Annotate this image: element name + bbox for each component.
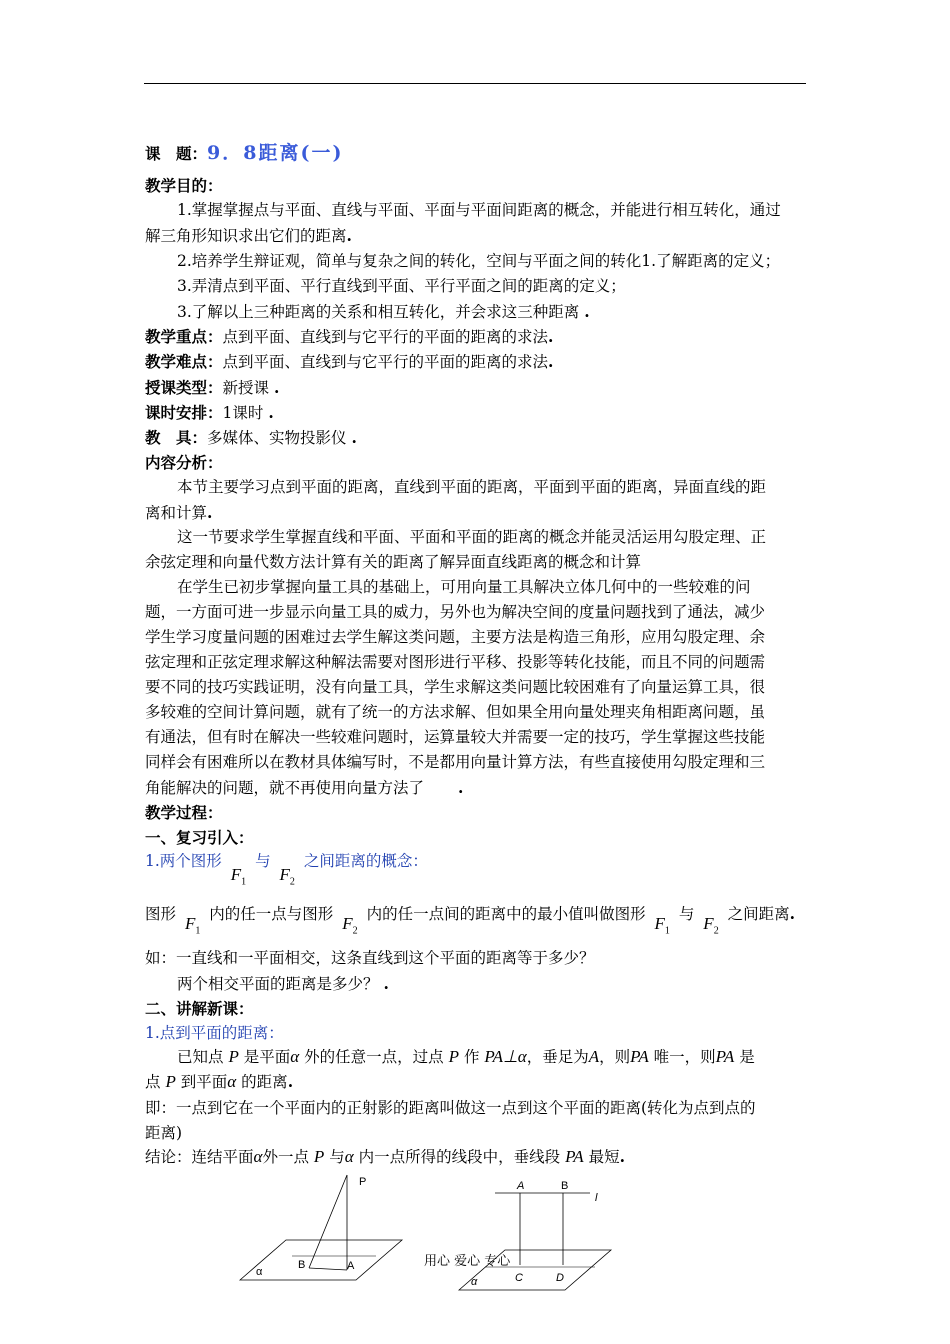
- goal-4: 3.了解以上三种距离的关系和相互转化，并会求这三种距离 .: [177, 302, 590, 321]
- explanation-2: 距离): [145, 1124, 183, 1142]
- conclusion: 结论：连结平面α外一点 P 与α 内一点所得的线段中，垂线段 PA 最短.: [145, 1147, 626, 1166]
- header-rule: [144, 83, 806, 84]
- analysis-p3c: 学生学习度量问题的困难过去学生解这类问题，主要方法是构造三角形，应用勾股定理、余: [145, 628, 766, 646]
- goal-2: 2.培养学生辩证观，简单与复杂之间的转化，空间与平面之间的转化1.了解距离的定义；: [177, 252, 781, 270]
- tools: 教 具：多媒体、实物投影仪 .: [145, 428, 357, 447]
- goal-1a: 1.掌握掌握点与平面、直线与平面、平面与平面间距离的概念，并能进行相互转化，通过: [177, 201, 781, 219]
- label-A: A: [347, 1260, 355, 1272]
- analysis-p3b: 题，一方面可进一步显示向量工具的威力，另外也为解决空间的度量问题找到了通法，减少: [145, 603, 766, 621]
- analysis-p1b: 离和计算.: [145, 503, 213, 522]
- goals-heading: 教学目的：: [145, 176, 223, 195]
- difficulty: 教学难点：点到平面、直线到与它平行的平面的距离的求法.: [145, 352, 554, 371]
- label-B2: B: [561, 1180, 569, 1192]
- analysis-p3a: 在学生已初步掌握向量工具的基础上，可用向量工具解决立体几何中的一些较难的问: [177, 578, 751, 596]
- label-D: D: [556, 1272, 564, 1284]
- plane-alpha: [240, 1240, 402, 1280]
- question-1: 如：一直线和一平面相交，这条直线到这个平面的距离等于多少？: [145, 949, 595, 967]
- new-lesson-item-1: 1.点到平面的距离：: [145, 1024, 284, 1042]
- label-A2: A: [517, 1180, 525, 1192]
- title: [145, 144, 343, 163]
- analysis-p3h: 同样会有困难所以在教材具体编写时，不是都用向量计算方法，有些直接使用勾股定理和三: [145, 753, 766, 771]
- analysis-p1a: 本节主要学习点到平面的距离，直线到平面的距离，平面到平面的距离，异面直线的距: [177, 478, 767, 496]
- hours: 课时安排：1课时 .: [145, 403, 274, 422]
- new-lesson-heading: 二、讲解新课：: [145, 999, 254, 1018]
- question-2: 两个相交平面的距离是多少？ .: [177, 974, 389, 993]
- label-P: P: [359, 1176, 367, 1188]
- goal-1b: 解三角形知识求出它们的距离.: [145, 226, 352, 245]
- analysis-heading: 内容分析：: [145, 453, 223, 472]
- label-C: C: [515, 1272, 523, 1284]
- figure-point-plane: [236, 1170, 406, 1285]
- title-label: 课 题：: [145, 144, 208, 163]
- label-alpha: α: [256, 1266, 263, 1278]
- review-heading: 一、复习引入：: [145, 828, 254, 847]
- label-l: l: [595, 1192, 598, 1204]
- figure-line-plane: [455, 1175, 615, 1295]
- point-plane-statement: 已知点 P 是平面α 外的任意一点，过点 P 作 PA⊥α，垂足为A，则PA 唯一，则PA 是: [177, 1047, 755, 1066]
- point-plane-statement-2: 点 P 到平面α 的距离.: [145, 1072, 294, 1091]
- title-value: 9．8距离(一): [207, 142, 344, 164]
- analysis-p3e: 要不同的技巧实践证明，没有向量工具，学生求解这类问题比较困难有了向量运算工具，很: [145, 678, 766, 696]
- analysis-p3d: 弦定理和正弦定理求解这种解法需要对图形进行平移、投影等转化技能，而且不同的问题需: [145, 653, 766, 671]
- goal-3: 3.弄清点到平面、平行直线到平面、平行平面之间的距离的定义；: [177, 277, 626, 295]
- explanation-1: 即：一点到它在一个平面内的正射影的距离叫做这一点到这个平面的距离(转化为点到点的: [145, 1099, 756, 1117]
- analysis-p3i: 角能解决的问题，就不再使用向量方法了 .: [145, 778, 464, 797]
- distance-definition: 图形 $F_1$ 内的任一点与图形 $F_2$ 内的任一点间的距离中的最小值叫做图形 $F_1$ 与 $F_2$ 之间距离.: [145, 904, 796, 937]
- lesson-type: 授课类型：新授课 .: [145, 378, 280, 397]
- analysis-p3f: 多较难的空间计算问题，就有了统一的方法求解、但如果全用向量处理夹角相距离问题，虽: [145, 703, 766, 721]
- label-B: B: [298, 1259, 306, 1271]
- footer-text: 用心 爱心 专心: [424, 1254, 511, 1269]
- analysis-p2b: 余弦定理和向量代数方法计算有关的距离了解异面直线距离的概念和计算: [145, 553, 642, 571]
- focus: 教学重点：点到平面、直线到与它平行的平面的距离的求法.: [145, 327, 554, 346]
- label-alpha-2: α: [471, 1276, 478, 1288]
- segment-BA: [309, 1268, 347, 1270]
- process-heading: 教学过程：: [145, 803, 223, 822]
- analysis-p2a: 这一节要求学生掌握直线和平面、平面和平面的距离的概念并能灵活运用勾股定理、正: [177, 528, 767, 546]
- oblique-PB: [309, 1175, 347, 1268]
- review-item-1: 1.两个图形 $F_1$ 与 $F_2$ 之间距离的概念：: [145, 852, 428, 888]
- analysis-p3g: 有通法，但有时在解决一些较难问题时，运算量较大并需要一定的技巧，学生掌握这些技能: [145, 728, 766, 746]
